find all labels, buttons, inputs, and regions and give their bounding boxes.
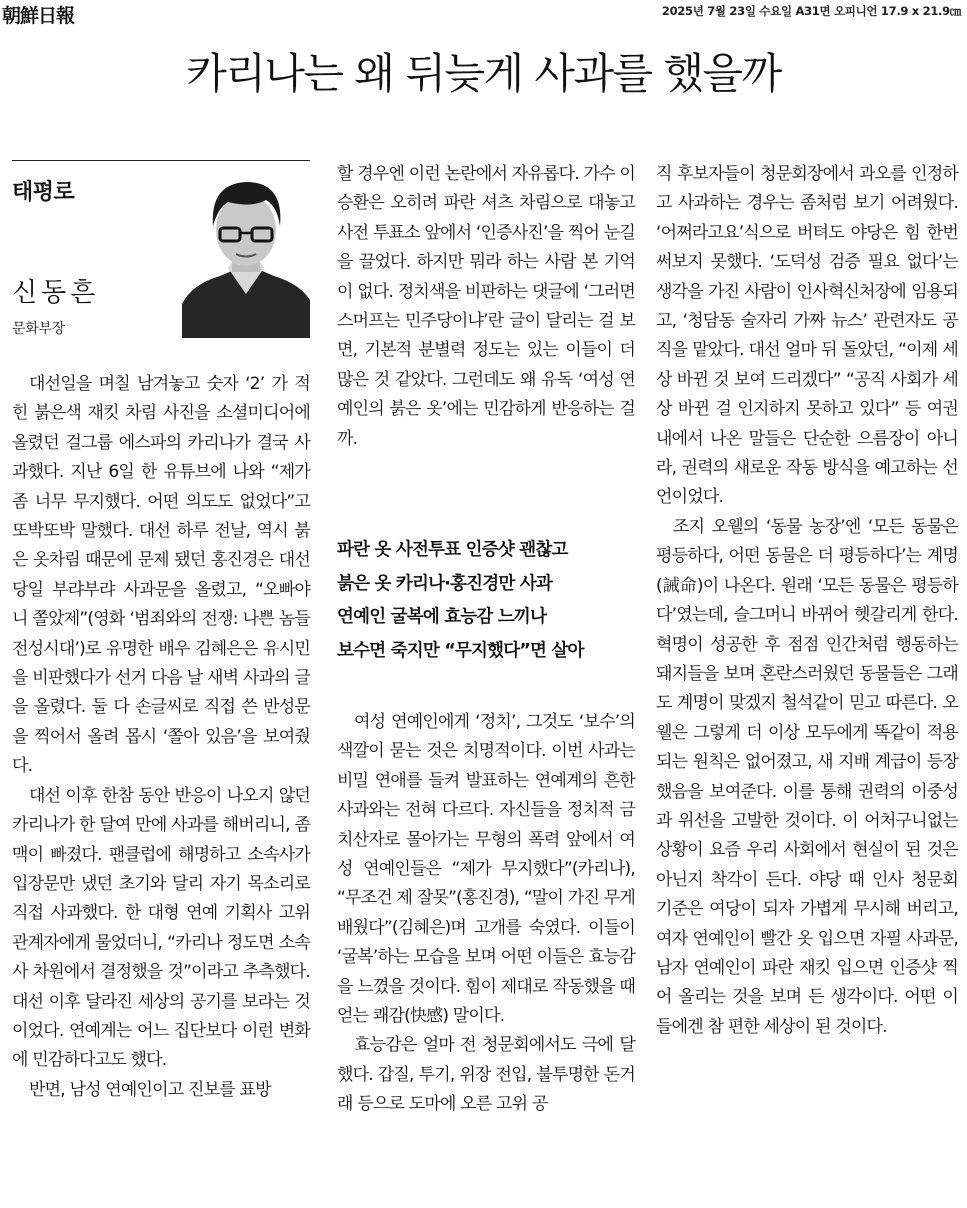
body-column-1 [12, 370, 310, 1105]
body-paragraph: 반면, 남성 연예인이고 진보를 표방 [29, 1079, 271, 1100]
body-column-2-bottom [337, 708, 635, 1120]
body-paragraph: 할 경우엔 이런 논란에서 자유롭다. 가수 이승환은 오히려 파란 셔츠 차림으로 대놓고 사전 투표소 앞에서 ‘인증사진’을 찍어 눈길을 끌었다. 하지만 뭐라 하는 사람 본 기억이 없다. 정치색을 비판하는 댓글에 ‘그러면 스머프는 민주당이냐’란 글이 달리는 걸 보면, 기본적 분별력 정도는 있는 이들이 더 많은 것 같았다. 그런데도 왜 유독 ‘여성 연예인의 붉은 옷’에는 민감하게 반응하는 걸까. [337, 164, 635, 449]
body-paragraph: 대선일을 며칠 남겨놓고 숫자 ‘2’ 가 적힌 붉은색 재킷 차림 사진을 소셜미디어에 올렸던 걸그룹 에스파의 카리나가 결국 사과했다. 지난 6일 한 유튜브에 나와 “제가 좀 너무 무지했다. 어떤 의도도 없었다”고 또박또박 말했다. 대선 하루 전날, 역시 붉은 옷차림 때문에 문제 됐던 홍진경은 대선 당일 부랴부랴 사과문을 올렸고, “오빠야 니 쫄았제”(영화 ‘범죄와의 전쟁: 나쁜 놈들 전성시대’)로 유명한 배우 김혜은은 유시민을 비판했다가 선거 다음 날 새벽 사과의 글을 올렸다. 둘 다 손글씨로 직접 쓴 반성문을 찍어서 올려 몹시 ‘쫄아 있음’을 보여줬다. [12, 374, 310, 777]
body-column-2-top [337, 160, 635, 454]
author-photo [182, 172, 310, 338]
pullquote-line: 파란 옷 사전투표 인증샷 괜찮고 [337, 540, 568, 560]
author-name: 신동흔 [12, 278, 100, 308]
column-divider-rule [12, 160, 310, 161]
body-paragraph: 대선 이후 한참 동안 반응이 나오지 않던 카리나가 한 달여 만에 사과를 해버리니, 좀 맥이 빠졌다. 팬클럽에 해명하고 소속사가 입장문만 냈던 초기와 달리 자기 목소리로 직접 사과했다. 한 대형 연예 기획사 고위 관계자에게 물었더니, “카리나 정도면 소속사 차원에서 결정했을 것”이라고 추측했다. 대선 이후 달라진 세상의 공기를 보라는 것이었다. 연예계는 어느 집단보다 이런 변화에 민감하다고도 했다. [12, 785, 310, 1071]
body-paragraph: 효능감은 얼마 전 청문회에서도 극에 달했다. 갑질, 투기, 위장 전입, 불투명한 돈거래 등으로 도마에 오른 고위 공 [337, 1035, 635, 1115]
column-name: 태평로 [12, 180, 75, 205]
issue-info: 2025년 7월 23일 수요일 A31면 오피니언 17.9 x 21.9㎝ [661, 4, 961, 18]
body-paragraph: 여성 연예인에게 ‘정치’, 그것도 ‘보수’의 색깔이 묻는 것은 치명적이다. 이번 사과는 비밀 연애를 들켜 발표하는 연예계의 흔한 사과와는 전혀 다르다. 자신들을 정치적 금치산자로 몰아가는 무형의 폭력 앞에서 여성 연예인들은 “제가 무지했다”(카리나), “무조건 제 잘못”(홍진경), “말이 가진 무게 배웠다”(김혜은)며 고개를 숙였다. 이들이 ‘굴복’하는 모습을 보며 어떤 이들은 효능감을 느꼈을 것이다. 힘이 제대로 작동했을 때 얻는 쾌감(快感) 말이다. [337, 712, 635, 1027]
body-paragraph: 직 후보자들이 청문회장에서 과오를 인정하고 사과하는 경우는 좀처럼 보기 어려웠다. ‘어쩌라고요’식으로 버텨도 야당은 힘 한번 써보지 못했다. ‘도덕성 검증 필요 없다’는 생각을 가진 사람이 인사혁신처장에 임용되고, ‘청담동 술자리 가짜 뉴스’ 관련자도 공직을 맡았다. 대선 얼마 뒤 돌았던, “이제 세상 바뀐 것 보여 드리겠다” “공직 사회가 세상 바뀐 걸 인지하지 못하고 있다” 등 여권 내에서 나온 말들은 단순한 으름장이 아니라, 권력의 새로운 작동 방식을 예고하는 선언이었다. [656, 164, 958, 508]
pullquote [337, 534, 635, 668]
masthead [0, 0, 967, 27]
pullquote-line: 보수면 죽지만 “무지했다”면 살아 [337, 640, 584, 661]
author-title: 문화부장 [12, 321, 65, 337]
pullquote-line: 연예인 굴복에 효능감 느끼나 [337, 607, 547, 627]
body-paragraph: 조지 오웰의 ‘동물 농장’엔 ‘모든 동물은 평등하다, 어떤 동물은 더 평등하다’는 계명(誡命)이 나온다. 원래 ‘모든 동물은 평등하다’였는데, 슬그머니 바뀌어 헷갈리게 한다. 혁명이 성공한 후 점점 인간처럼 행동하는 돼지들을 보며 혼란스러웠던 동물들은 그래도 계명이 맞겠지 철석같이 믿고 따른다. 오웰은 그렇게 더 이상 모두에게 똑같이 적용되는 원칙은 없어졌고, 새 지배 계급이 등장했음을 보여준다. 이를 통해 권력의 이중성과 위선을 고발한 것이다. 이 어처구니없는 상황이 요즘 우리 사회에서 현실이 된 것은 아닌지 착각이 든다. 야당 때 인사 청문회 기준은 여당이 되자 가볍게 무시해 버리고, 여자 연예인이 빨간 옷 입으면 자필 사과문, 남자 연예인이 파란 재킷 입으면 인증샷 찍어 올리는 것을 보며 든 생각이다. 어떤 이들에겐 참 편한 세상이 된 것이다. [656, 516, 958, 1037]
pullquote-line: 붉은 옷 카리나·홍진경만 사과 [337, 573, 552, 594]
headline: 카리나는 왜 뒤늦게 사과를 했을까 [186, 49, 781, 98]
body-column-3 [656, 160, 958, 1042]
newspaper-logo: 朝鮮日報 [2, 5, 75, 27]
